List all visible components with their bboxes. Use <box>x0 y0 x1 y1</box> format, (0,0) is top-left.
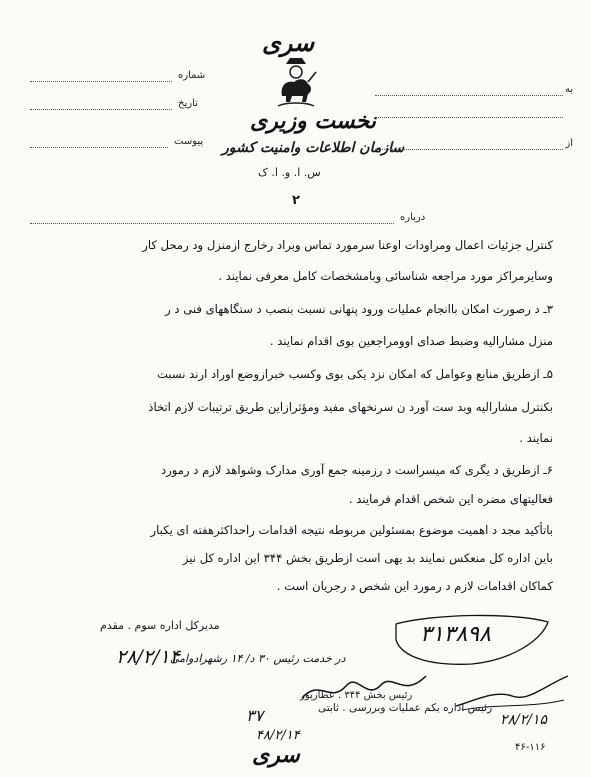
body-line-7: نمایند . <box>519 431 553 445</box>
attachment-line <box>30 146 168 148</box>
bottom-classification: سری <box>252 742 300 768</box>
to-line <box>375 94 563 96</box>
org-title: نخست وزیری <box>250 108 376 134</box>
date-label: تاریخ <box>178 98 198 109</box>
number-line <box>30 80 172 82</box>
date-line <box>30 108 172 110</box>
handwritten-date-right: ۲۸/۲/۱۵ <box>500 712 548 728</box>
subject-line <box>30 222 394 224</box>
attachment-label: پیوست <box>174 136 204 147</box>
to-line-2 <box>375 116 563 118</box>
org-code: س. ا. و. ا. ک <box>258 166 321 179</box>
bottom-code: ۴۶-۱۱۶ <box>515 742 546 753</box>
from-line <box>375 148 563 150</box>
page-number: ۲ <box>292 193 300 208</box>
body-line-10: باتأکید مجد د اهمیت موضوع بمسئولین مربوطه نتیجه اقدامات راحداکثرهفته ای یکبار <box>150 523 553 537</box>
org-subtitle: سازمان اطلاعات وامنیت کشور <box>222 140 405 156</box>
handwritten-number: ۳۱۳۸۹۸ <box>420 622 491 647</box>
dept-signature: رئیس اداره یکم عملیات وبررسی . ثابتی <box>318 702 493 714</box>
handwritten-note: در خدمت رئیس ۳۰ د/ ۱۴ رشهرادوامی <box>170 652 346 665</box>
body-line-1: کنترل جزئیات اعمال ومراودات اوعنا سرمورد تماس وبراد رخارج ازمنزل ود رمحل کار <box>142 238 553 252</box>
stamp-date: ۴۸/۲/۱۴ <box>256 728 300 743</box>
handwritten-left-date: ۲۸/۲/۱۴ <box>116 646 180 668</box>
number-label: شماره <box>178 70 206 81</box>
top-classification: سری <box>262 28 315 57</box>
body-line-4: منزل مشارالیه وضبط صدای اوومراجعین بوی اقدام نمایند . <box>269 334 553 348</box>
lion-and-sun-emblem-icon <box>272 58 320 110</box>
body-line-3: ۳ـ د رصورت امکان باانجام عملیات ورود پنهانی نسبت بنصب د ستگاههای فنی د ر <box>165 302 553 316</box>
body-line-2: وسایرمراکز مورد مراجعه شناسائی وبامشخصات کامل معرفی نمایند . <box>218 269 553 283</box>
directorate-signature-line: مدیرکل اداره سوم . مقدم <box>100 619 220 632</box>
body-line-11: باین اداره کل منعکس نمایند بد یهی است ازطریق بخش ۳۴۴ این اداره کل نیز <box>182 551 553 565</box>
body-line-12: کماکان اقدامات لازم د رمورد این شخص د رجریان است . <box>276 579 553 593</box>
to-label: به <box>564 84 573 95</box>
body-line-9: فعالیتهای مضره این شخص اقدام فرمایند . <box>348 492 553 506</box>
body-line-5: ۵ـ ازطریق منابع وعوامل که امکان نزد یکی بوی وکسب خبرازوضع اوراد ارند نسبت <box>157 367 553 381</box>
from-label: از <box>565 138 573 149</box>
body-line-6: بکنترل مشارالیه وبد ست آورد ن سرنخهای مفید ومؤثرازاین طریق ترتیبات لازم اتخاذ <box>148 400 553 414</box>
body-line-8: ۶ـ ازطریق د یگری که میسراست د رزمینه جمع آوری مدارک وشواهد لازم د رمورد <box>161 463 553 477</box>
stamp-number: ۳۷ <box>246 706 264 725</box>
subject-label: درباره <box>400 212 426 223</box>
dept-2-signature: رئیس بخش ۳۴۴ . عطارپور <box>300 690 413 701</box>
